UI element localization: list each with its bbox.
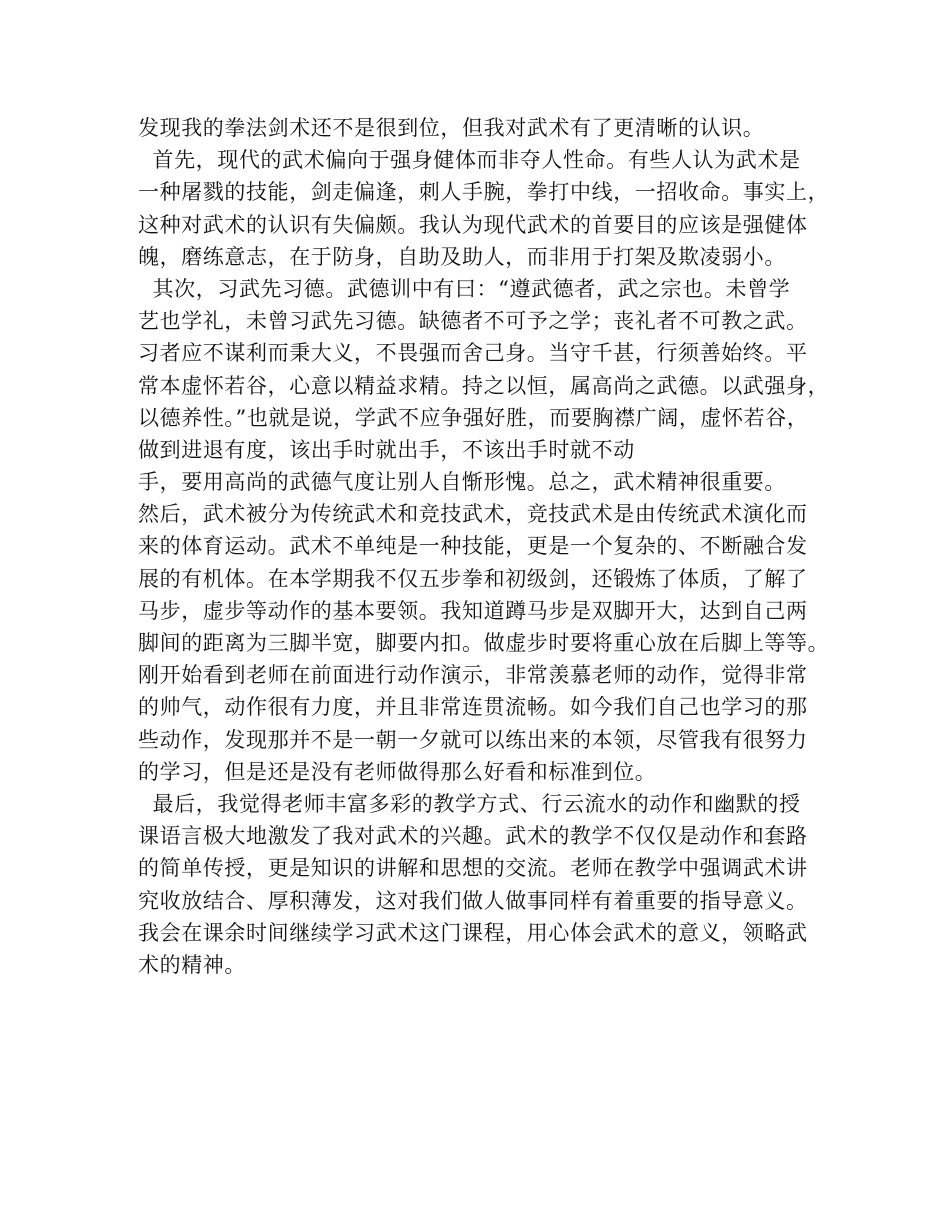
- text-line: 习者应不谋利而秉大义，不畏强而舍己身。当守千甚，行须善始终。平: [138, 341, 808, 366]
- text-line: 刚开始看到老师在前面进行动作演示，非常羡慕老师的动作，觉得非常: [138, 663, 808, 688]
- text-line: 做到进退有度，该出手时就出手，不该出手时就不动: [138, 437, 635, 462]
- text-line: 些动作，发现那并不是一朝一夕就可以练出来的本领，尽管我有很努力: [138, 727, 808, 752]
- text-line: 发现我的拳法剑术还不是很到位，但我对武术有了更清晰的认识。: [138, 116, 765, 140]
- text-line: 的简单传授，更是知识的讲解和思想的交流。老师在教学中强调武术讲: [138, 856, 808, 881]
- body-text: [138, 112, 838, 981]
- text-line: 以德养性。”也就是说，学武不应争强好胜，而要胸襟广阔，虚怀若谷，: [138, 405, 809, 430]
- text-line: 课语言极大地激发了我对武术的兴趣。武术的教学不仅仅是动作和套路: [138, 824, 808, 849]
- text-line: 一种屠戮的技能，剑走偏逢，刺人手腕，拳打中线，一招收命。事实上，: [138, 180, 830, 205]
- text-line: 术的精神。: [138, 952, 246, 977]
- text-line: 的学习，但是还是没有老师做得那么好看和标准到位。: [138, 759, 657, 784]
- text-line: 魄，磨练意志，在于防身，自助及助人，而非用于打架及欺凌弱小。: [138, 244, 786, 269]
- text-line: 我会在课余时间继续学习武术这门课程，用心体会武术的意义，领略武: [138, 920, 808, 945]
- text-line: 艺也学礼，未曾习武先习德。缺德者不可予之学；丧礼者不可教之武。: [138, 309, 808, 334]
- text-line: 这种对武术的认识有失偏颇。我认为现代武术的首要目的应该是强健体: [138, 212, 808, 237]
- text-line: 首先，现代的武术偏向于强身健体而非夺人性命。有些人认为武术是: [138, 148, 801, 173]
- text-line: 其次，习武先习德。武德训中有曰：“遵武德者，武之宗也。未曾学: [138, 276, 791, 301]
- text-line: 然后，武术被分为传统武术和竞技武术，竞技武术是由传统武术演化而: [138, 502, 808, 527]
- text-line: 的帅气，动作很有力度，并且非常连贯流畅。如今我们自己也学习的那: [138, 695, 808, 720]
- text-line: 展的有机体。在本学期我不仅五步拳和初级剑，还锻炼了体质，了解了: [138, 566, 808, 591]
- text-line: 常本虚怀若谷，心意以精益求精。持之以恒，属高尚之武德。以武强身，: [138, 373, 830, 398]
- text-line: 最后，我觉得老师丰富多彩的教学方式、行云流水的动作和幽默的授: [138, 791, 801, 816]
- text-line: 手，要用高尚的武德气度让别人自惭形愧。总之，武术精神很重要。: [138, 470, 786, 495]
- text-line: 脚间的距离为三脚半宽，脚要内扣。做虚步时要将重心放在后脚上等等。: [138, 631, 830, 655]
- text-line: 究收放结合、厚积薄发，这对我们做人做事同样有着重要的指导意义。: [138, 888, 808, 913]
- text-line: 来的体育运动。武术不单纯是一种技能，更是一个复杂的、不断融合发: [138, 534, 808, 559]
- text-line: 马步，虚步等动作的基本要领。我知道蹲马步是双脚开大，达到自己两: [138, 598, 808, 623]
